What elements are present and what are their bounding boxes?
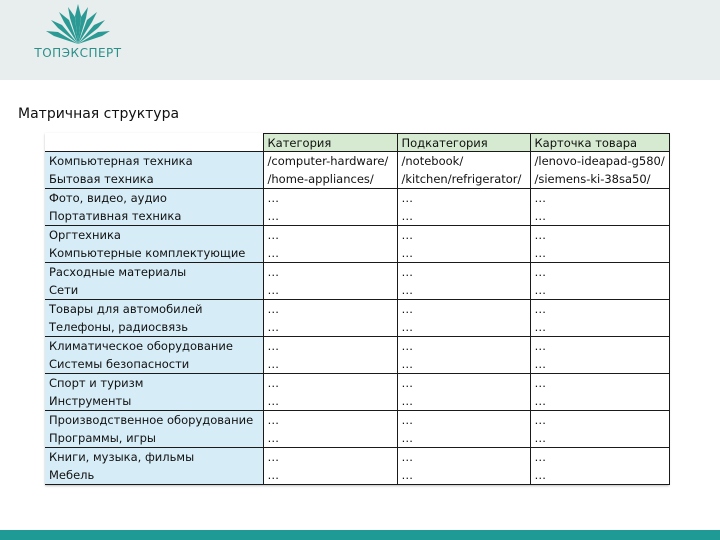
cell-subcategory-url: … <box>397 466 530 485</box>
cell-product-url: … <box>530 337 669 356</box>
cell-product-url: … <box>530 429 669 448</box>
cell-category-url: … <box>263 226 397 245</box>
table-row <box>45 355 669 374</box>
table-row <box>45 152 669 171</box>
row-category: Книги, музыка, фильмы <box>45 448 263 467</box>
row-category: Компьютерная техника <box>45 152 263 171</box>
table-row <box>45 429 669 448</box>
table-row <box>45 411 669 430</box>
table-row <box>45 300 669 319</box>
footer-band <box>0 530 720 540</box>
table-row <box>45 448 669 467</box>
header-row <box>45 134 669 152</box>
cell-product-url: … <box>530 448 669 467</box>
cell-category-url: … <box>263 337 397 356</box>
cell-category-url: … <box>263 355 397 374</box>
cell-subcategory-url: … <box>397 318 530 337</box>
row-category: Компьютерные комплектующие <box>45 244 263 263</box>
cell-subcategory-url: … <box>397 448 530 467</box>
cell-category-url: … <box>263 318 397 337</box>
row-category: Программы, игры <box>45 429 263 448</box>
matrix-table-container <box>45 133 669 485</box>
cell-category-url: … <box>263 392 397 411</box>
brand-name: ТОПЭКСПЕРТ <box>34 46 122 60</box>
cell-category-url: … <box>263 411 397 430</box>
cell-subcategory-url: /kitchen/refrigerator/ <box>397 170 530 189</box>
cell-category-url: … <box>263 448 397 467</box>
cell-category-url: … <box>263 263 397 282</box>
row-category: Климатическое оборудование <box>45 337 263 356</box>
cell-product-url: … <box>530 355 669 374</box>
brand-logo <box>28 2 128 74</box>
header-subcategory: Подкатегория <box>397 134 530 152</box>
cell-category-url: … <box>263 207 397 226</box>
cell-subcategory-url: … <box>397 337 530 356</box>
cell-category-url: … <box>263 189 397 208</box>
cell-subcategory-url: … <box>397 300 530 319</box>
row-category: Товары для автомобилей <box>45 300 263 319</box>
cell-product-url: … <box>530 189 669 208</box>
cell-category-url: … <box>263 244 397 263</box>
cell-subcategory-url: … <box>397 189 530 208</box>
row-category: Расходные материалы <box>45 263 263 282</box>
table-row <box>45 281 669 300</box>
row-category: Сети <box>45 281 263 300</box>
matrix-table <box>45 133 670 485</box>
cell-category-url: /home-appliances/ <box>263 170 397 189</box>
lotus-icon <box>46 2 110 46</box>
table-row <box>45 170 669 189</box>
cell-product-url: … <box>530 263 669 282</box>
table-row <box>45 189 669 208</box>
cell-product-url: … <box>530 244 669 263</box>
cell-product-url: … <box>530 392 669 411</box>
cell-subcategory-url: … <box>397 263 530 282</box>
cell-subcategory-url: … <box>397 244 530 263</box>
row-category: Системы безопасности <box>45 355 263 374</box>
table-row <box>45 318 669 337</box>
cell-subcategory-url: … <box>397 226 530 245</box>
header-corner <box>45 134 263 152</box>
cell-product-url: … <box>530 318 669 337</box>
row-category: Производственное оборудование <box>45 411 263 430</box>
row-category: Оргтехника <box>45 226 263 245</box>
row-category: Инструменты <box>45 392 263 411</box>
header-product-card: Карточка товара <box>530 134 669 152</box>
cell-product-url: … <box>530 374 669 393</box>
cell-product-url: /siemens-ki-38sa50/ <box>530 170 669 189</box>
table-row <box>45 244 669 263</box>
cell-subcategory-url: … <box>397 355 530 374</box>
row-category: Портативная техника <box>45 207 263 226</box>
row-category: Спорт и туризм <box>45 374 263 393</box>
cell-product-url: /lenovo-ideapad-g580/ <box>530 152 669 171</box>
table-row <box>45 207 669 226</box>
cell-product-url: … <box>530 466 669 485</box>
header-category: Категория <box>263 134 397 152</box>
table-row <box>45 226 669 245</box>
table-row <box>45 337 669 356</box>
cell-product-url: … <box>530 207 669 226</box>
cell-subcategory-url: … <box>397 392 530 411</box>
cell-category-url: … <box>263 374 397 393</box>
row-category: Бытовая техника <box>45 170 263 189</box>
cell-category-url: … <box>263 300 397 319</box>
cell-category-url: … <box>263 429 397 448</box>
cell-subcategory-url: … <box>397 374 530 393</box>
cell-category-url: … <box>263 466 397 485</box>
cell-subcategory-url: … <box>397 429 530 448</box>
table-row <box>45 263 669 282</box>
cell-product-url: … <box>530 300 669 319</box>
table-row <box>45 466 669 485</box>
cell-subcategory-url: /notebook/ <box>397 152 530 171</box>
row-category: Мебель <box>45 466 263 485</box>
cell-product-url: … <box>530 226 669 245</box>
cell-subcategory-url: … <box>397 411 530 430</box>
table-row <box>45 374 669 393</box>
header-band <box>0 0 720 80</box>
slide-title: Матричная структура <box>18 106 180 122</box>
row-category: Телефоны, радиосвязь <box>45 318 263 337</box>
cell-category-url: … <box>263 281 397 300</box>
cell-category-url: /computer-hardware/ <box>263 152 397 171</box>
row-category: Фото, видео, аудио <box>45 189 263 208</box>
cell-subcategory-url: … <box>397 281 530 300</box>
cell-subcategory-url: … <box>397 207 530 226</box>
cell-product-url: … <box>530 281 669 300</box>
table-row <box>45 392 669 411</box>
cell-product-url: … <box>530 411 669 430</box>
